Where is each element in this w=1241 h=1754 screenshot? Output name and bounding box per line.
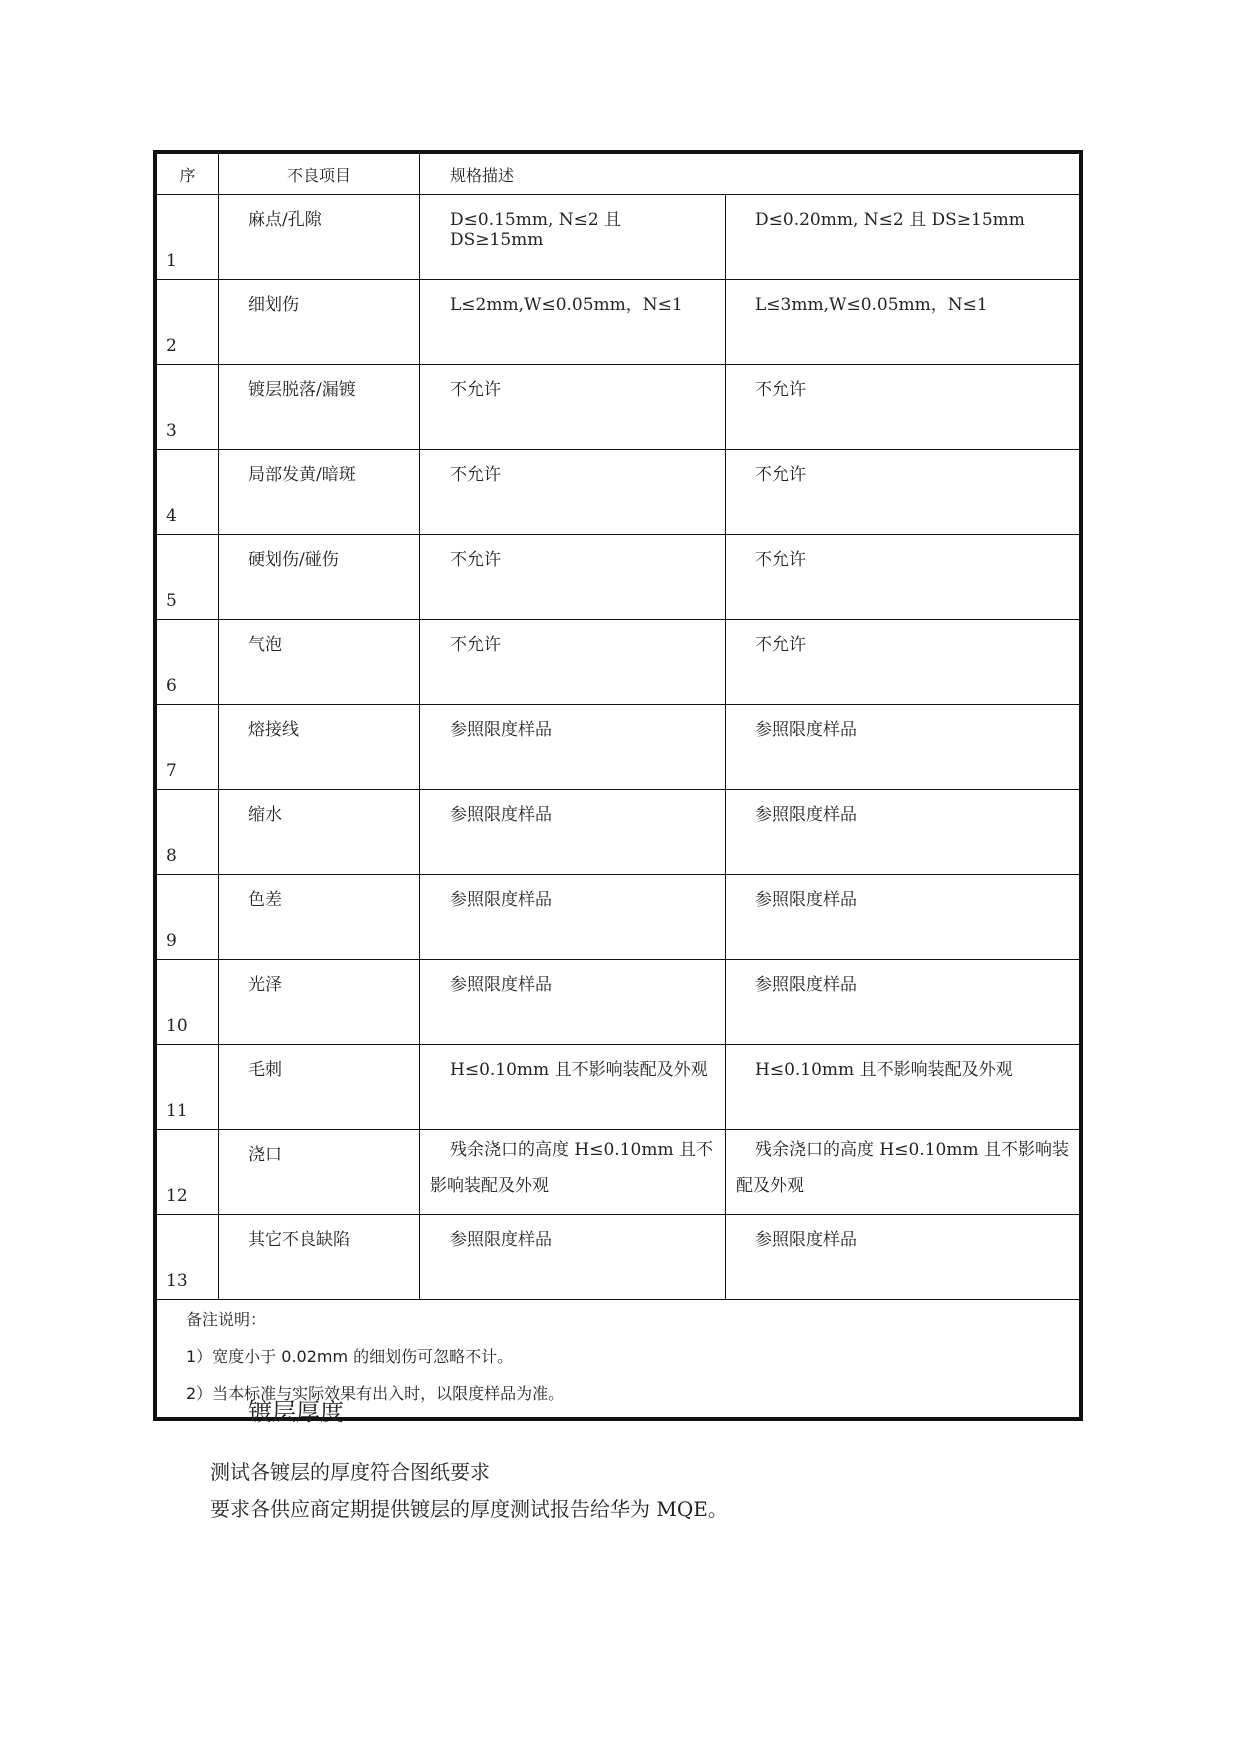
spec-level-1: 参照限度样品: [420, 1215, 726, 1300]
section-title: 镀层厚度: [248, 1398, 344, 1426]
defect-item: 细划伤: [219, 280, 420, 365]
table-row: [157, 1045, 1080, 1130]
row-number: 13: [157, 1215, 219, 1300]
spec-level-2: 残余浇口的高度 H≤0.10mm 且不影响装配及外观: [726, 1130, 1080, 1215]
defect-item: 气泡: [219, 620, 420, 705]
defect-item: 硬划伤/碰伤: [219, 535, 420, 620]
spec-level-1: 残余浇口的高度 H≤0.10mm 且不影响装配及外观: [420, 1130, 726, 1215]
spec-level-2: D≤0.20mm, N≤2 且 DS≥15mm: [726, 195, 1080, 280]
defect-item: 毛刺: [219, 1045, 420, 1130]
defect-spec-table: [153, 150, 1083, 1421]
note-line: 2）当本标准与实际效果有出入时，以限度样品为准。: [186, 1384, 565, 1403]
row-number: 3: [157, 365, 219, 450]
spec-level-1: 参照限度样品: [420, 790, 726, 875]
spec-level-1: 参照限度样品: [420, 705, 726, 790]
spec-level-2: 不允许: [726, 365, 1080, 450]
defect-item: 其它不良缺陷: [219, 1215, 420, 1300]
defect-item: 局部发黄/暗斑: [219, 450, 420, 535]
defect-item: 熔接线: [219, 705, 420, 790]
spec-level-2: 不允许: [726, 535, 1080, 620]
header-no: 序: [157, 154, 219, 195]
spec-level-2: 参照限度样品: [726, 705, 1080, 790]
spec-level-2: 参照限度样品: [726, 960, 1080, 1045]
spec-level-1: 不允许: [420, 535, 726, 620]
row-number: 4: [157, 450, 219, 535]
notes-title: 备注说明：: [186, 1310, 267, 1329]
spec-level-2: 不允许: [726, 620, 1080, 705]
defect-item: 光泽: [219, 960, 420, 1045]
table-row: [157, 960, 1080, 1045]
note-line: 1）宽度小于 0.02mm 的细划伤可忽略不计。: [186, 1347, 514, 1366]
row-number: 1: [157, 195, 219, 280]
defect-item: 浇口: [219, 1130, 420, 1215]
defect-item: 麻点/孔隙: [219, 195, 420, 280]
defect-item: 缩水: [219, 790, 420, 875]
spec-level-2: L≤3mm,W≤0.05mm，N≤1: [726, 280, 1080, 365]
defect-item: 色差: [219, 875, 420, 960]
row-number: 10: [157, 960, 219, 1045]
table-row: [157, 875, 1080, 960]
defect-item: 镀层脱落/漏镀: [219, 365, 420, 450]
row-number: 2: [157, 280, 219, 365]
row-number: 5: [157, 535, 219, 620]
section-paragraph-2: 要求各供应商定期提供镀层的厚度测试报告给华为 MQE。: [210, 1497, 728, 1521]
spec-level-2: 参照限度样品: [726, 1215, 1080, 1300]
spec-level-2: 参照限度样品: [726, 790, 1080, 875]
table-row: [157, 535, 1080, 620]
row-number: 11: [157, 1045, 219, 1130]
spec-level-1: 参照限度样品: [420, 960, 726, 1045]
row-number: 7: [157, 705, 219, 790]
spec-level-1: 不允许: [420, 365, 726, 450]
table-row: [157, 450, 1080, 535]
header-spec: 规格描述: [420, 154, 1080, 195]
spec-level-2: 参照限度样品: [726, 875, 1080, 960]
header-item: 不良项目: [219, 154, 420, 195]
spec-level-1: 参照限度样品: [420, 875, 726, 960]
table-row: [157, 790, 1080, 875]
row-number: 6: [157, 620, 219, 705]
spec-grid: [156, 153, 1080, 1418]
table-row: [157, 365, 1080, 450]
table-row: [157, 1215, 1080, 1300]
spec-level-2: 不允许: [726, 450, 1080, 535]
row-number: 9: [157, 875, 219, 960]
spec-level-1: D≤0.15mm, N≤2 且 DS≥15mm: [420, 195, 726, 280]
spec-level-2: H≤0.10mm 且不影响装配及外观: [726, 1045, 1080, 1130]
table-row: [157, 705, 1080, 790]
spec-level-1: L≤2mm,W≤0.05mm，N≤1: [420, 280, 726, 365]
row-number: 8: [157, 790, 219, 875]
table-row: [157, 620, 1080, 705]
spec-level-1: H≤0.10mm 且不影响装配及外观: [420, 1045, 726, 1130]
spec-level-1: 不允许: [420, 620, 726, 705]
row-number: 12: [157, 1130, 219, 1215]
table-row: [157, 1130, 1080, 1215]
table-row: [157, 195, 1080, 280]
section-paragraph-1: 测试各镀层的厚度符合图纸要求: [210, 1460, 490, 1484]
table-header-row: [157, 154, 1080, 195]
table-row: [157, 280, 1080, 365]
spec-level-1: 不允许: [420, 450, 726, 535]
